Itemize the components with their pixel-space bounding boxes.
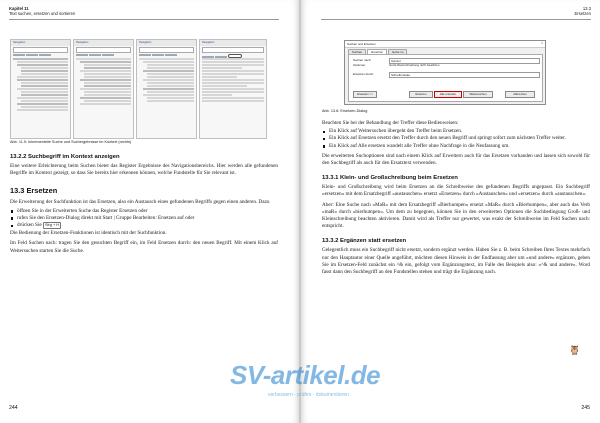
replace-button: Ersetzen xyxy=(409,91,433,98)
header-rule xyxy=(9,19,279,20)
page-number: 244 xyxy=(9,405,18,411)
replace-label: Ersetzen durch: xyxy=(353,72,375,76)
paragraph: Im Feld Suchen nach: tragen Sie den gesuchten Begriff ein, im Feld Ersetzen durch: den neuen Begriff. Mit einem Klick auf Weitersuchen starten Sie die Suche. xyxy=(10,240,278,254)
right-header-chapter: 13.3 xyxy=(582,6,591,11)
find-field: Ganzer xyxy=(389,58,540,64)
list-item: rufen Sie den Ersetzen-Dialog direkt mit Start | Gruppe Bearbeiten: Ersetzen auf oder xyxy=(10,215,278,222)
tab-replace: Ersetzen xyxy=(367,49,387,55)
panel-tabs xyxy=(139,54,194,57)
panel-tabs xyxy=(13,54,68,57)
section-heading: 13.2.2 Suchbegriff im Kontext anzeigen xyxy=(10,154,120,160)
left-text-block xyxy=(10,140,278,255)
section-heading: 13.3.1 Klein- und Großschreibung beim Ersetzen xyxy=(322,175,458,182)
section-heading: 13.3 Ersetzen xyxy=(10,186,58,196)
dialog-pane xyxy=(348,54,543,102)
replace-all-button: Alle ersetzen xyxy=(434,91,462,98)
options-label: Optionen: xyxy=(353,63,367,67)
right-header xyxy=(574,6,591,16)
panel-search-box xyxy=(139,47,194,53)
list-item: Ein Klick auf Weitersuchen übergeht den Treffer beim Ersetzen. xyxy=(322,128,590,135)
find-label: Suchen nach: xyxy=(353,58,372,62)
owl-icon: 🦉 xyxy=(569,346,581,356)
watermark-logo: SV-artikel.de xyxy=(230,360,381,390)
header-rule xyxy=(321,19,591,20)
watermark-tagline: verbessern · prüfen · dokumentieren xyxy=(268,392,349,398)
bullet-list xyxy=(10,208,278,230)
list-item: Ein Klick auf Alle ersetzen wandelt alle Treffer ohne Nachfrage in die Neufassung um. xyxy=(322,143,590,150)
paragraph: Die Erweiterung der Suchfunktion ist das Ersetzen, also ein Austausch eines gefundenen Begriffs gegen einen anderen. Dazu xyxy=(10,199,270,206)
panel-title: Navigation xyxy=(74,40,133,46)
paragraph: Die Bedienung der Ersetzen-Funktionen ist identisch mit der Suchfunktion. xyxy=(10,230,167,237)
navigation-panel-screenshot xyxy=(199,39,267,139)
panel-search-box xyxy=(76,47,131,53)
list-item-text: drücken Sie xyxy=(17,222,42,229)
panel-title: Navigation xyxy=(137,40,196,46)
close-icon: × xyxy=(541,41,543,45)
list-item xyxy=(10,222,278,229)
navigation-panel-screenshot xyxy=(136,39,197,139)
figure-caption: Abb. 11.5: Inkrementelle Suche und Suchergebnisse im Kontext (rechts) xyxy=(10,140,132,144)
left-header-chapter: Kapitel 11 xyxy=(9,6,29,11)
expand-button: Erweitern >> xyxy=(353,91,377,98)
figure-caption: Abb. 13.6: Ersetzen-Dialog xyxy=(322,109,368,113)
replace-field: Schreibmaske xyxy=(389,72,540,78)
panel-title: Navigation xyxy=(200,40,266,46)
tab-goto: Gehe zu xyxy=(388,49,407,55)
paragraph: Die erweiterten Suchoptionen sind nach einem Klick auf Erweitern auch für das Ersetzen vorhanden und lassen sich sowohl für den Suchbegriff als auch für den Ersatztext verwenden. xyxy=(322,152,590,167)
paragraph: Eine weitere Erleichterung beim Suchen bietet das Register Ergebnisse des Navigationsbereichs. Hier werden alle gefundenen Begriffe im Kontext gezeigt, so dass Sie bereits hier erkennen können, welche Fundstelle für Sie relevant ist. xyxy=(10,163,278,177)
paragraph: Klein- und Großschreibung wird beim Ersetzen an die Schreibweise des gefundenen Begriffs angepasst. Ein Suchbegriff »ersetzen« mit dem Ersatzbegriff »austauschen« ersetzt »Ersetzen« durch »Austauschen« und »ersetzen« durch »austauschen«. xyxy=(322,184,590,198)
dialog-title: Suchen und Ersetzen xyxy=(345,41,545,48)
tab-search: Suchen xyxy=(348,49,366,55)
keyboard-shortcut: Strg + H xyxy=(44,223,59,228)
navigation-panel-screenshot xyxy=(73,39,134,139)
list-item: öffnen Sie in der Erweiterten Suche das Register Ersetzen oder xyxy=(10,208,278,215)
section-heading: 13.3.2 Ergänzen statt ersetzen xyxy=(322,238,407,245)
list-item: Ein Klick auf Ersetzen ersetzt den Treffer durch den neuen Begriff und springt sofort zum nächsten Treffer weiter. xyxy=(322,135,590,142)
find-next-button: Weitersuchen xyxy=(463,91,493,98)
paragraph: Aber: Eine Suche nach »MaR« mit dem Ersatzbegriff »Bierhumpen« ersetzt »MaR« durch »Bierhumpen«, aber auch das Verb »maR« durch »bierhumpen«. Um dem zu begegnen, können Sie in den erweiterten Optionen die Suchbedingung Groß- und Kleinschreibung beachten aktivieren. Damit wird als Treffer nur gewertet, was exakt der Schreibweise im Feld Suchen nach: entspricht. xyxy=(322,201,590,230)
options-value: Groß-/Kleinschreibung nicht beachten xyxy=(389,63,440,67)
page-number: 245 xyxy=(581,405,590,411)
panel-search-box xyxy=(202,47,264,53)
panel-tabs xyxy=(202,54,264,57)
panel-tabs xyxy=(76,54,131,57)
find-replace-dialog-screenshot xyxy=(344,40,546,105)
navigation-panel-screenshot xyxy=(10,39,71,139)
bullet-list xyxy=(322,128,590,150)
panel-title: Navigation xyxy=(11,40,70,46)
right-text-block xyxy=(322,109,590,276)
left-header-title: Text suchen, ersetzen und sortieren xyxy=(9,11,76,17)
cancel-button: Abbrechen xyxy=(505,91,535,98)
left-header xyxy=(9,6,75,16)
paragraph: Gelegentlich muss ein Suchbegriff nicht ersetzt, sondern ergänzt werden. Haben Sie z. B. beim Schreiben Ihres Textes mehrfach nur den Hauptautor einer Quelle angeführt, möchten diesen Hinweis in der Endfassung aber um »und andere« ergänzen, geben Sie im Ersetzen-Feld zunächst ein ^& ein, gefolgt vom Ergänzungstext, im Falle des Beispiels also: »^& und andere«. Word fasst dann den Suchbegriff an den Fundstellen stehen und trägt die Ergänzung nach. xyxy=(322,247,590,276)
right-header-title: Ersetzen xyxy=(574,11,591,17)
paragraph: Beachten Sie bei der Behandlung der Treffer diese Bedienweisen: xyxy=(322,120,459,126)
panel-search-box xyxy=(13,47,68,53)
